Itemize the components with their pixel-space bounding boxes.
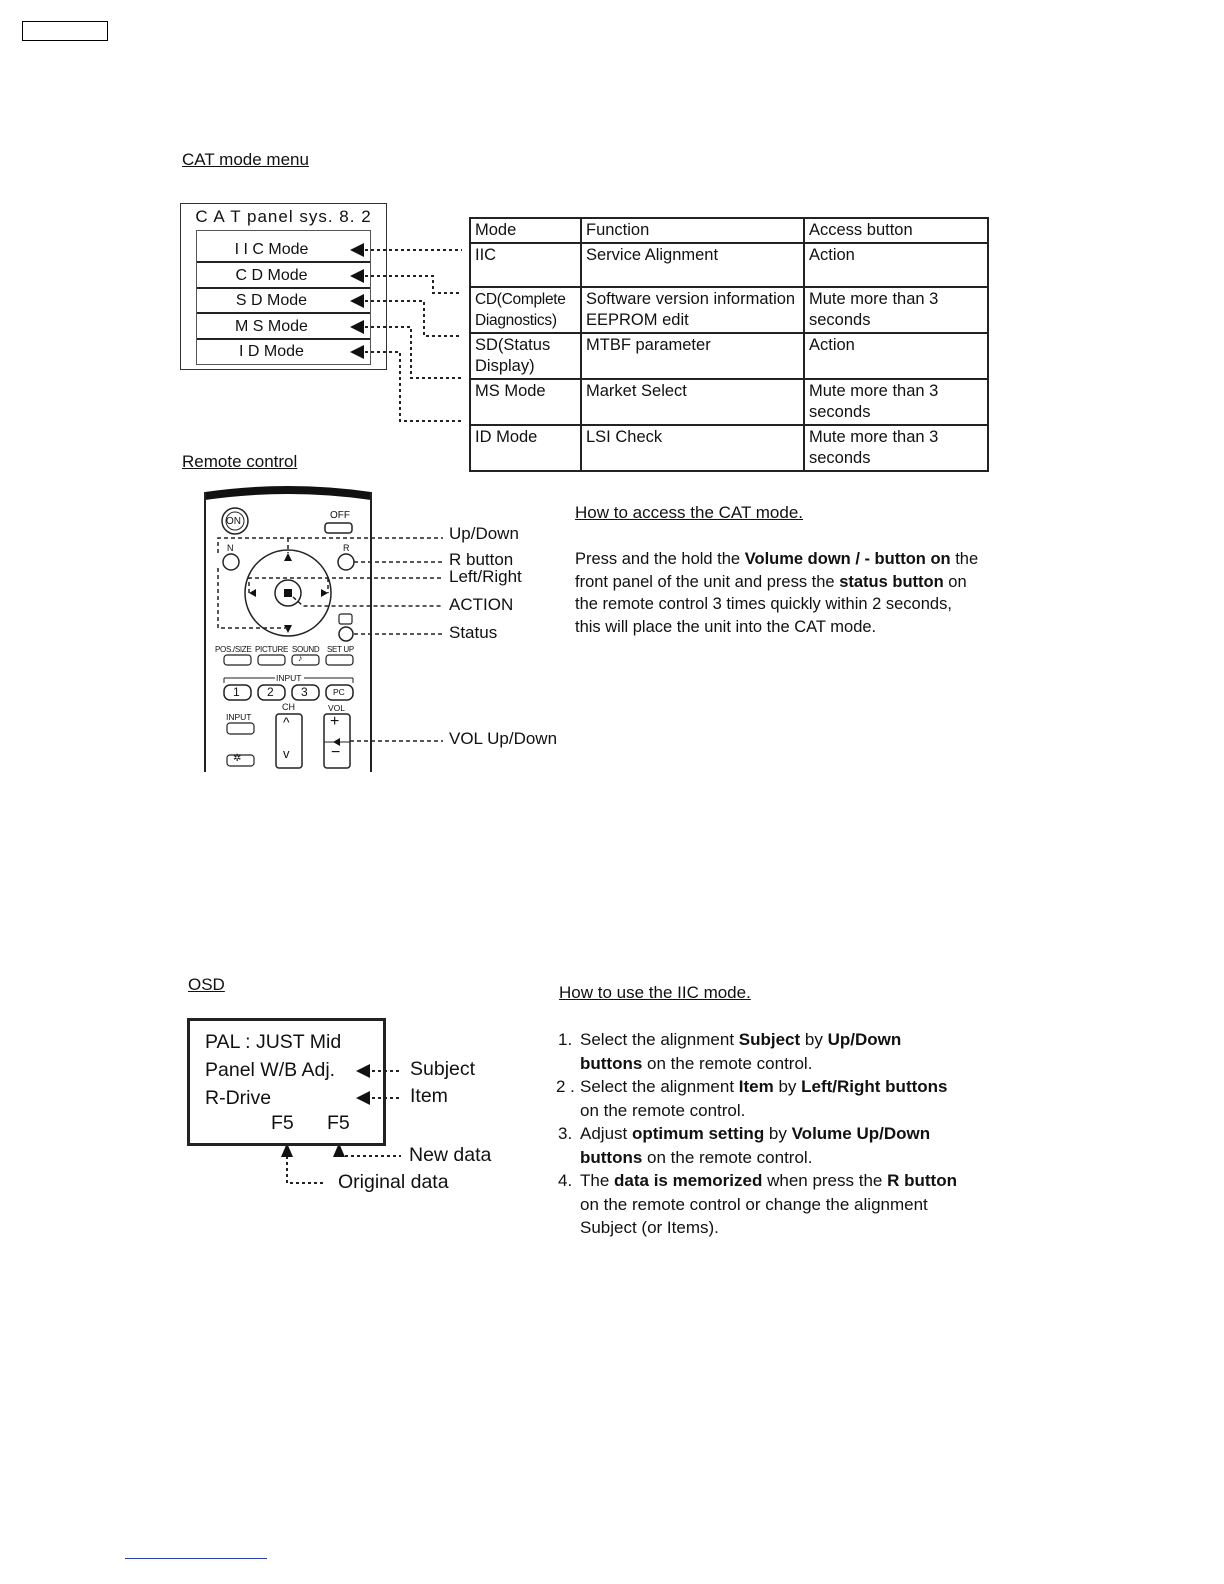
vol-up-icon[interactable]: + [330,713,340,730]
cell-function: Software version information EEPROM edit [581,287,804,333]
list-item: 2 . Select the alignment Item by Left/Right buttons on the remote control. [556,1077,948,1120]
label-left-right: Left/Right [449,567,522,586]
list-item: 4. The data is memorized when press the R button on the remote control or change the alignment Subject (or Items). [558,1171,957,1237]
on-button[interactable]: ON [226,516,241,527]
arrow-left-icon [350,320,364,334]
cell-access: Action [804,333,988,379]
cell-mode: MS Mode [470,379,581,425]
access-cat-paragraph: Press and the hold the Volume down / - button on the front panel of the unit and press the status button on the remote control 3 times quickly within 2 seconds, this will place the unit into the CAT mode. [575,550,979,636]
table-header-mode: Mode [470,218,581,243]
off-button-label: OFF [330,510,350,521]
cat-panel-title: C A T panel sys. 8. 2 [195,207,372,226]
iic-steps [558,1028,998,1240]
footer-link-underline [125,1558,267,1559]
cell-mode: IIC [470,243,581,287]
label-status: Status [449,623,498,642]
remote-heading: Remote control [182,452,298,471]
table-header-function: Function [581,218,804,243]
arrow-left-icon [350,243,364,257]
label-vol-up-down: VOL Up/Down [449,729,558,748]
list-item: 1. Select the alignment Subject by Up/Down buttons on the remote control. [558,1030,902,1073]
pos-size-label: POS./SIZE [215,645,252,654]
arrow-left-icon [350,345,364,359]
ch-label: CH [282,702,295,712]
cell-function: Service Alignment [581,243,804,287]
osd-subject: Panel W/B Adj. [205,1059,336,1081]
mode-item-id: I D Mode [239,343,304,360]
mode-item-sd: S D Mode [197,290,370,314]
n-button-label: N [227,543,234,553]
label-r-button: R button [449,550,514,569]
arrow-left-icon [350,269,364,283]
ann-subject: Subject [410,1058,476,1080]
ann-item: Item [410,1085,448,1107]
input-group-label: INPUT [276,673,302,683]
pc-button[interactable]: PC [333,687,345,697]
light-icon[interactable]: ✲ [233,753,242,764]
input-1-button[interactable]: 1 [233,685,240,699]
cell-mode: ID Mode [470,425,581,471]
ann-new-data: New data [409,1144,492,1166]
arrow-left-icon [350,294,364,308]
sound-label: SOUND [292,645,320,654]
cell-access: Mute more than 3 seconds [804,425,988,471]
mode-item-iic: I I C Mode [197,239,370,263]
ch-up-icon[interactable]: ^ [283,714,290,730]
ann-original-data: Original data [338,1171,449,1193]
vol-label: VOL [328,703,346,713]
input-button-label: INPUT [226,712,252,722]
osd-heading: OSD [188,975,225,994]
osd-line-1: PAL : JUST Mid [205,1031,342,1053]
note-icon: ♪ [298,653,303,663]
osd-screen [187,1018,386,1146]
cat-menu-heading: CAT mode menu [182,150,309,169]
cell-access: Mute more than 3 seconds [804,379,988,425]
ch-down-icon[interactable]: v [283,746,290,761]
cell-function: MTBF parameter [581,333,804,379]
cell-access: Action [804,243,988,287]
access-cat-heading: How to access the CAT mode. [575,503,804,522]
list-item: 3. Adjust optimum setting by Volume Up/Down buttons on the remote control. [558,1124,931,1167]
cell-access: Mute more than 3 seconds [804,287,988,333]
cell-mode: SD(Status Display) [470,333,581,379]
setup-label: SET UP [327,645,354,654]
iic-heading: How to use the IIC mode. [559,983,751,1002]
cell-function: Market Select [581,379,804,425]
osd-item: R-Drive [205,1087,272,1109]
cell-function: LSI Check [581,425,804,471]
input-3-button[interactable]: 3 [301,685,308,699]
table-header-access: Access button [804,218,988,243]
r-button-label: R [343,543,350,553]
label-up-down: Up/Down [449,524,519,543]
vol-down-icon[interactable]: − [331,744,341,761]
cell-mode: CD(Complete Diagnostics) [470,287,581,333]
label-action: ACTION [449,595,514,614]
osd-new-value: F5 [327,1112,350,1134]
osd-original-value: F5 [271,1112,294,1134]
picture-label: PICTURE [255,645,289,654]
input-2-button[interactable]: 2 [267,685,274,699]
mode-item-ms: M S Mode [197,316,370,340]
mode-item-cd: C D Mode [197,265,370,289]
